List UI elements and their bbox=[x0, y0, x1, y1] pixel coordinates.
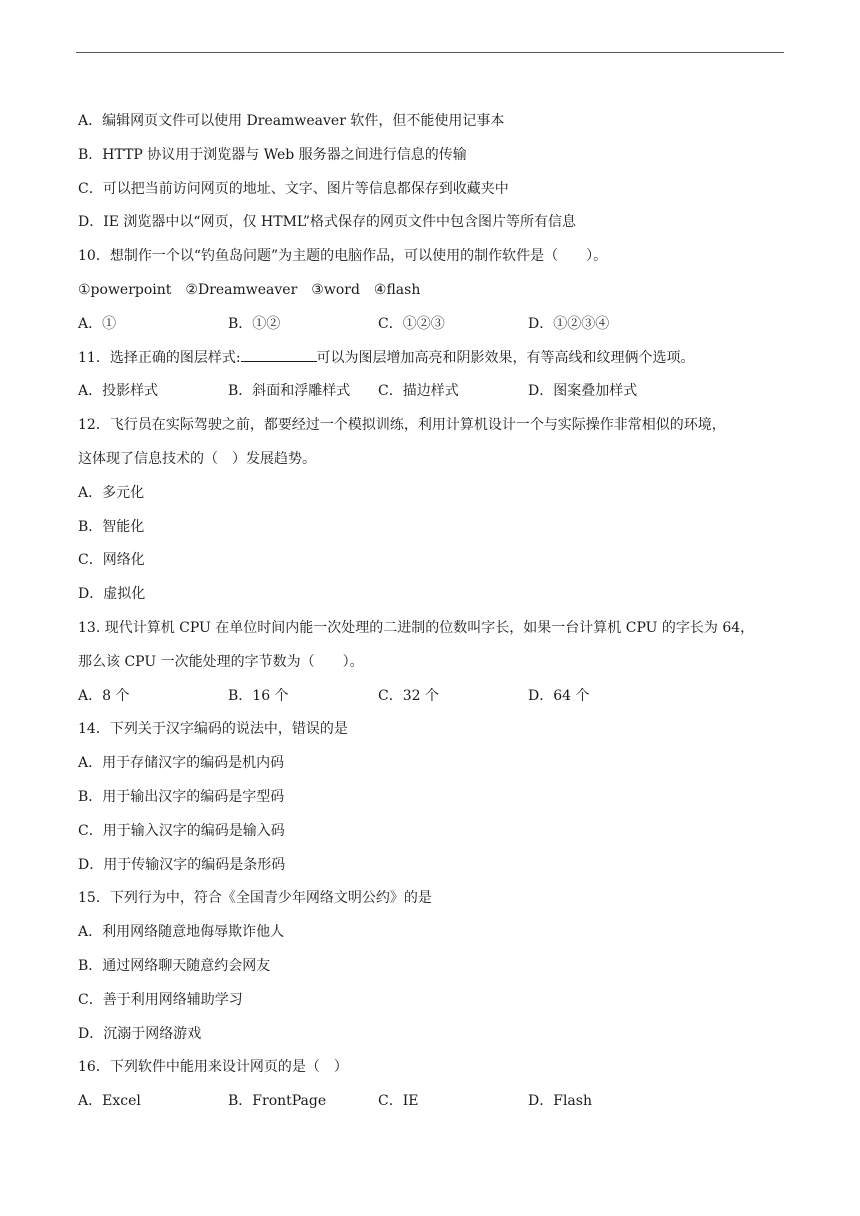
answer-blank bbox=[241, 347, 317, 362]
text-line: C．善于利用网络辅助学习 bbox=[78, 991, 243, 1008]
text-line: A．多元化 bbox=[78, 484, 145, 501]
text-line: ①powerpoint ②Dreamweaver ③word ④flash bbox=[78, 281, 421, 298]
text-line: B．HTTP 协议用于浏览器与 Web 服务器之间进行信息的传输 bbox=[78, 146, 467, 163]
option-item: B．FrontPage bbox=[228, 1093, 327, 1110]
options-row bbox=[78, 1090, 784, 1124]
text-line: D．用于传输汉字的编码是条形码 bbox=[78, 856, 286, 873]
option-item: C．32 个 bbox=[378, 687, 439, 704]
option-item: C．IE bbox=[378, 1093, 419, 1110]
option-item: D．图案叠加样式 bbox=[528, 383, 638, 400]
option-item: A．8 个 bbox=[78, 687, 130, 704]
text-line: D．虚拟化 bbox=[78, 586, 146, 603]
text-line: 13. 现代计算机 CPU 在单位时间内能一次处理的二进制的位数叫字长，如果一台计算机 CPU 的字长为 64， bbox=[78, 619, 755, 636]
question-text-before: 11．选择正确的图层样式: bbox=[78, 349, 241, 366]
text-line: A．利用网络随意地侮辱欺诈他人 bbox=[78, 924, 285, 941]
option-item: D．Flash bbox=[528, 1093, 592, 1110]
text-line: D．IE 浏览器中以“网页，仅 HTML”格式保存的网页文件中包含图片等所有信息 bbox=[78, 214, 577, 231]
text-line: C．网络化 bbox=[78, 552, 145, 569]
text-line: A．编辑网页文件可以使用 Dreamweaver 软件，但不能使用记事本 bbox=[78, 113, 505, 129]
options-row bbox=[78, 685, 784, 719]
text-line: 这体现了信息技术的（ ）发展趋势。 bbox=[78, 450, 316, 467]
text-line: D．沉溺于网络游戏 bbox=[78, 1025, 202, 1042]
option-item: B．①② bbox=[228, 315, 281, 332]
text-line: A．用于存储汉字的编码是机内码 bbox=[78, 755, 285, 772]
text-line: 14．下列关于汉字编码的说法中，错误的是 bbox=[78, 721, 348, 738]
header-rule bbox=[76, 52, 784, 53]
text-line: C．可以把当前访问网页的地址、文字、图片等信息都保存到收藏夹中 bbox=[78, 180, 509, 197]
option-item: C．①②③ bbox=[378, 315, 445, 332]
option-item: D．①②③④ bbox=[528, 315, 610, 332]
text-line: 15．下列行为中，符合《全国青少年网络文明公约》的是 bbox=[78, 890, 432, 907]
fill-blank-line bbox=[78, 347, 784, 381]
option-item: B．斜面和浮雕样式 bbox=[228, 383, 351, 400]
option-item: A．① bbox=[78, 315, 117, 332]
text-line: 16．下列软件中能用来设计网页的是（ ） bbox=[78, 1059, 348, 1076]
options-row bbox=[78, 380, 784, 414]
options-row bbox=[78, 313, 784, 347]
question-text-after: 可以为图层增加高亮和阴影效果，有等高线和纹理俩个选项。 bbox=[316, 349, 695, 366]
option-item: A．Excel bbox=[78, 1093, 141, 1110]
question-content bbox=[78, 110, 784, 1124]
text-line: C．用于输入汉字的编码是输入码 bbox=[78, 822, 285, 839]
option-item: C．描边样式 bbox=[378, 383, 459, 400]
text-line: 12．飞行员在实际驾驶之前，都要经过一个模拟训练，利用计算机设计一个与实际操作非常相似的环境， bbox=[78, 417, 726, 434]
option-item: A．投影样式 bbox=[78, 383, 159, 400]
option-item: D．64 个 bbox=[528, 687, 590, 704]
text-line: B．通过网络聊天随意约会网友 bbox=[78, 957, 271, 974]
text-line: B．用于输出汉字的编码是字型码 bbox=[78, 788, 285, 805]
option-item: B．16 个 bbox=[228, 687, 289, 704]
text-line: 10．想制作一个以“钓鱼岛问题”为主题的电脑作品，可以使用的制作软件是（ ）。 bbox=[78, 248, 608, 265]
text-line: B．智能化 bbox=[78, 518, 145, 535]
text-line: 那么该 CPU 一次能处理的字节数为（ ）。 bbox=[78, 653, 364, 670]
